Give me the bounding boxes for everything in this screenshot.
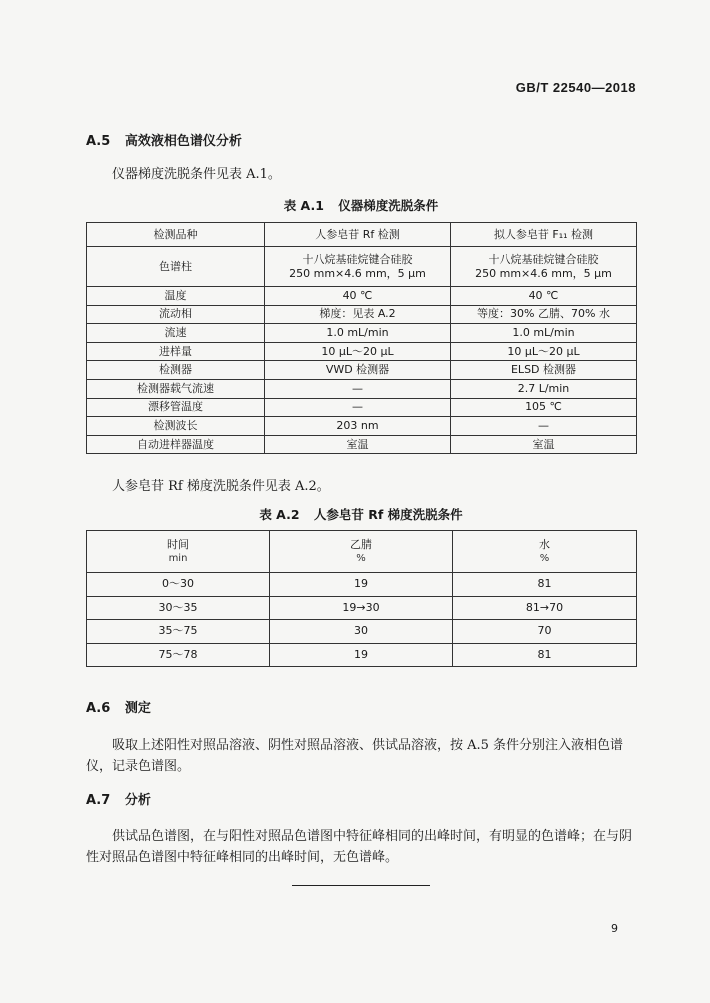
section-a5-number: A.5: [86, 134, 111, 149]
header-cell: [87, 531, 270, 573]
table-cell: 40 ℃: [451, 287, 637, 306]
table-a2-reference-text: 人参皂苷 Rf 梯度洗脱条件见表 A.2。: [112, 479, 330, 494]
section-a5-title: 高效液相色谱仪分析: [124, 134, 242, 149]
table-row: [87, 620, 637, 644]
table-cell: 1.0 mL/min: [265, 324, 451, 343]
table-a1-caption: [86, 196, 636, 214]
table-row: [87, 361, 637, 380]
table-cell: 75～78: [87, 643, 270, 667]
row-label: 检测波长: [87, 417, 265, 436]
table-cell: 81: [453, 643, 637, 667]
table-a1: [86, 222, 637, 454]
table-cell: 30: [270, 620, 453, 644]
table-cell: 10 μL～20 μL: [265, 342, 451, 361]
section-a5-heading: [86, 130, 242, 149]
table-cell: 30～35: [87, 596, 270, 620]
row-label: 自动进样器温度: [87, 435, 265, 454]
table-cell: 19: [270, 573, 453, 597]
table-cell: 19: [270, 643, 453, 667]
section-a6-title: 测定: [124, 701, 151, 716]
table-row: [87, 435, 637, 454]
end-rule: [292, 885, 430, 886]
section-a6-text: 吸取上述阳性对照品溶液、阴性对照品溶液、供试品溶液，按 A.5 条件分别注入液相色谱仪，记录色谱图。: [86, 738, 624, 774]
section-a7-text: 供试品色谱图，在与阳性对照品色谱图中特征峰相同的出峰时间，有明显的色谱峰；在与阴性对照品色谱图中特征峰相同的出峰时间，无色谱峰。: [86, 829, 633, 865]
section-a5-intro: 仪器梯度洗脱条件见表 A.1。: [112, 167, 281, 182]
header-cell: 拟人参皂苷 F₁₁ 检测: [451, 223, 637, 247]
table-cell: 70: [453, 620, 637, 644]
table-row: [87, 398, 637, 417]
table-cell: 梯度：见表 A.2: [265, 305, 451, 324]
section-a7-number: A.7: [86, 793, 111, 808]
row-label: 流动相: [87, 305, 265, 324]
table-cell: 等度：30% 乙腈、70% 水: [451, 305, 637, 324]
table-a2-caption-title: 人参皂苷 Rf 梯度洗脱条件: [313, 507, 463, 522]
row-label: 流速: [87, 324, 265, 343]
table-row: [87, 417, 637, 436]
table-a2-caption: [86, 505, 636, 523]
table-cell: 1.0 mL/min: [451, 324, 637, 343]
table-cell: 2.7 L/min: [451, 379, 637, 398]
header-cell: 人参皂苷 Rf 检测: [265, 223, 451, 247]
table-row: [87, 342, 637, 361]
table-row: [87, 324, 637, 343]
section-a6-number: A.6: [86, 701, 111, 716]
table-cell: —: [265, 379, 451, 398]
header-name: 时间: [167, 537, 189, 551]
table-a2-caption-number: 表 A.2: [259, 507, 300, 522]
standard-code: GB/T 22540—2018: [515, 80, 636, 95]
table-row: [87, 596, 637, 620]
table-cell: VWD 检测器: [265, 361, 451, 380]
table-cell: —: [451, 417, 637, 436]
table-cell: 81→70: [453, 596, 637, 620]
table-a1-caption-number: 表 A.1: [283, 198, 324, 213]
table-cell: [265, 247, 451, 287]
table-cell: 40 ℃: [265, 287, 451, 306]
header-cell: [453, 531, 637, 573]
table-header-row: [87, 531, 637, 573]
table-cell: 203 nm: [265, 417, 451, 436]
table-cell: 105 ℃: [451, 398, 637, 417]
row-label: 温度: [87, 287, 265, 306]
section-a6-heading: [86, 697, 151, 716]
table-cell: [451, 247, 637, 287]
table-cell: 10 μL～20 μL: [451, 342, 637, 361]
page-number: 9: [611, 922, 618, 935]
header-unit: min: [168, 552, 188, 564]
section-a7-title: 分析: [124, 793, 151, 808]
cell-line: 250 mm×4.6 mm，5 μm: [289, 266, 426, 280]
table-a1-caption-title: 仪器梯度洗脱条件: [338, 198, 439, 213]
cell-line: 十八烷基硅烷键合硅胶: [302, 252, 413, 266]
header-cell: 检测品种: [87, 223, 265, 247]
table-row: [87, 573, 637, 597]
row-label: 检测器: [87, 361, 265, 380]
row-label: 检测器载气流速: [87, 379, 265, 398]
table-cell: 81: [453, 573, 637, 597]
header-name: 水: [539, 537, 550, 551]
table-cell: —: [265, 398, 451, 417]
row-label: 进样量: [87, 342, 265, 361]
table-row: [87, 643, 637, 667]
row-label: 漂移管温度: [87, 398, 265, 417]
header-name: 乙腈: [350, 537, 372, 551]
table-cell: 室温: [265, 435, 451, 454]
table-row: [87, 287, 637, 306]
header-cell: [270, 531, 453, 573]
table-row: [87, 247, 637, 287]
table-a2: [86, 530, 637, 667]
table-cell: 0～30: [87, 573, 270, 597]
table-row: [87, 379, 637, 398]
cell-line: 250 mm×4.6 mm，5 μm: [475, 266, 612, 280]
table-cell: ELSD 检测器: [451, 361, 637, 380]
table-header-row: [87, 223, 637, 247]
cell-line: 十八烷基硅烷键合硅胶: [488, 252, 599, 266]
table-cell: 室温: [451, 435, 637, 454]
table-cell: 19→30: [270, 596, 453, 620]
row-label: 色谱柱: [87, 247, 265, 287]
header-unit: %: [356, 552, 366, 564]
section-a7-heading: [86, 789, 151, 808]
table-cell: 35～75: [87, 620, 270, 644]
table-row: [87, 305, 637, 324]
header-unit: %: [539, 552, 550, 564]
